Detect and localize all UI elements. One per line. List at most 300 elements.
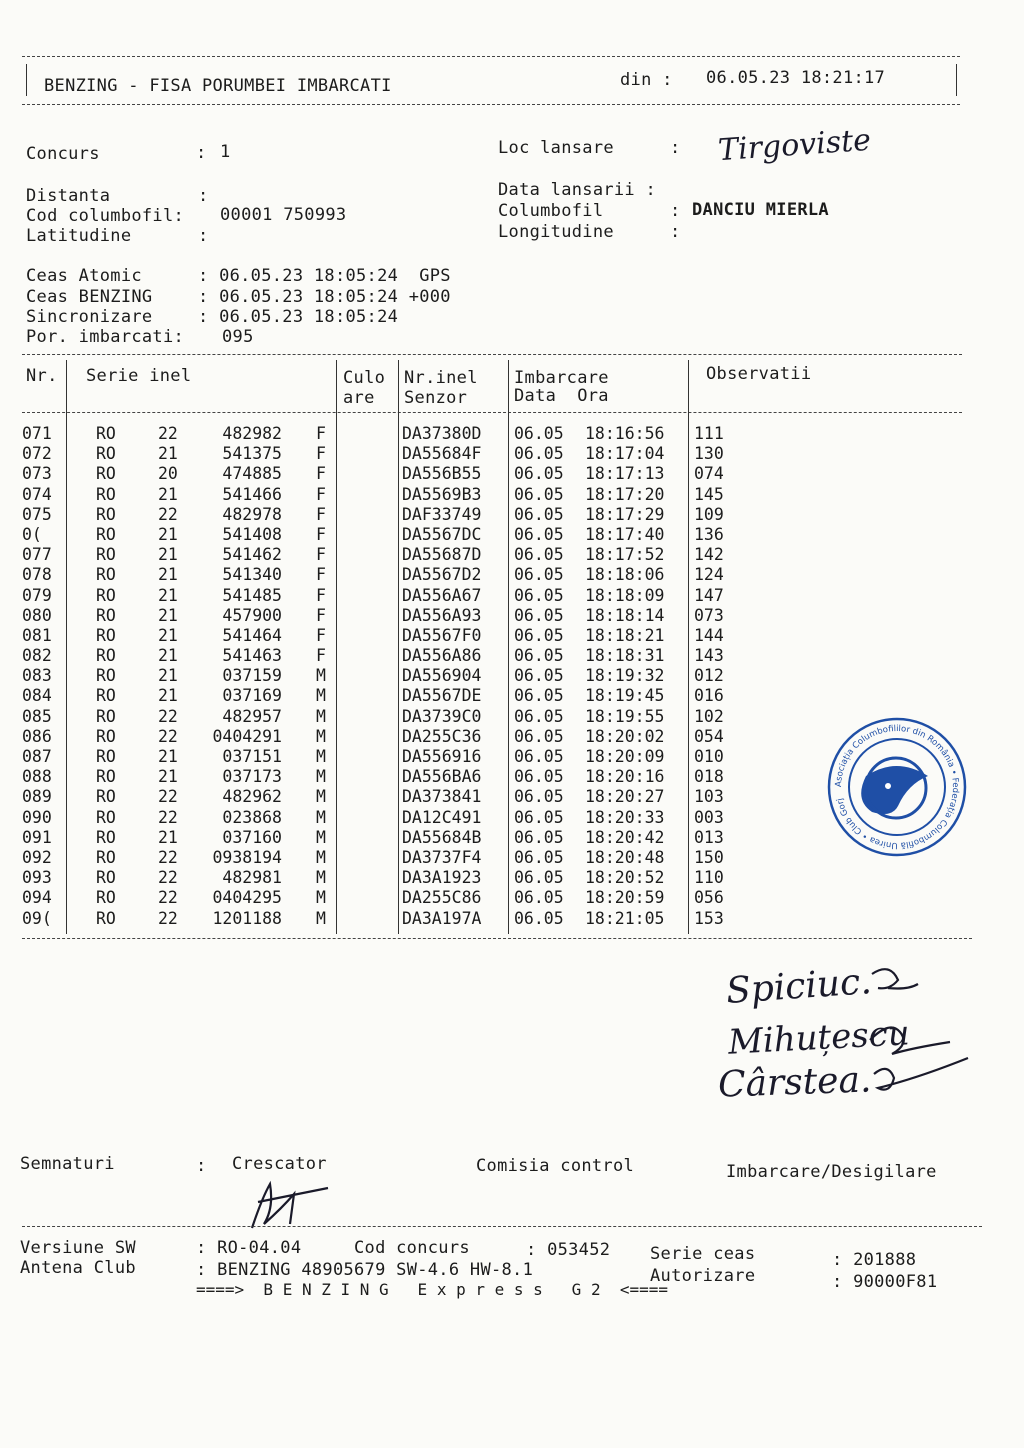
club-stamp — [826, 716, 968, 858]
imbarcare-desigilare-label: Imbarcare/Desigilare — [726, 1162, 937, 1182]
sincronizare-label: Sincronizare — [26, 307, 153, 327]
cell-country: RO — [96, 908, 116, 928]
cell-sex: F — [316, 585, 326, 605]
concurs-label: Concurs — [26, 144, 100, 164]
cell-date: 06.05 — [514, 767, 564, 787]
cell-nr: 078 — [22, 565, 52, 585]
col-header-serie: Serie inel — [86, 366, 192, 386]
cell-date: 06.05 — [514, 868, 564, 888]
cell-date: 06.05 — [514, 444, 564, 464]
cell-date: 06.05 — [514, 888, 564, 908]
cell-nr: 083 — [22, 666, 52, 686]
cell-sex: M — [316, 868, 326, 888]
comisia-control-label: Comisia control — [476, 1156, 635, 1176]
cell-time: 18:20:02 — [585, 726, 665, 746]
cell-nr: 085 — [22, 706, 52, 726]
cell-sex: F — [316, 646, 326, 666]
cell-sex: M — [316, 666, 326, 686]
cell-obs: 150 — [694, 847, 724, 867]
cell-nr: 090 — [22, 807, 52, 827]
cell-country: RO — [96, 847, 116, 867]
cell-country: RO — [96, 706, 116, 726]
cell-time: 18:17:04 — [585, 444, 665, 464]
cell-sex: F — [316, 444, 326, 464]
cell-nr: 072 — [22, 444, 52, 464]
cell-time: 18:17:40 — [585, 524, 665, 544]
cell-nr: 081 — [22, 625, 52, 645]
ceas-atomic-label: Ceas Atomic — [26, 266, 142, 286]
cell-nr: 094 — [22, 888, 52, 908]
cell-number: 541408 — [222, 524, 282, 544]
cell-nr: 071 — [22, 424, 52, 443]
cell-sensor: DA255C36 — [402, 726, 482, 746]
footer-border — [22, 1226, 982, 1227]
cell-year: 21 — [158, 625, 178, 645]
cell-number: 037159 — [222, 666, 282, 686]
cell-nr: 073 — [22, 464, 52, 484]
cell-number: 0938194 — [212, 847, 282, 867]
cell-date: 06.05 — [514, 827, 564, 847]
cell-date: 06.05 — [514, 686, 564, 706]
cell-country: RO — [96, 424, 116, 443]
cell-number: 482978 — [222, 504, 282, 524]
cell-year: 22 — [158, 504, 178, 524]
stamp-ring-text: Asociația Columbofililor din România • Federația Columbofilă Unirea • Club Gorj — [833, 723, 961, 851]
cell-year: 22 — [158, 847, 178, 867]
cell-sensor: DA3A1923 — [402, 868, 482, 888]
autorizare-value: : 90000F81 — [832, 1272, 938, 1292]
table-bottom-border — [22, 938, 972, 939]
cell-nr: 089 — [22, 787, 52, 807]
cell-time: 18:19:45 — [585, 686, 665, 706]
cell-year: 22 — [158, 807, 178, 827]
cell-number: 541462 — [222, 545, 282, 565]
columbofil-value: DANCIU MIERLA — [692, 200, 829, 220]
cell-number: 1201188 — [212, 908, 282, 928]
cell-time: 18:20:16 — [585, 767, 665, 787]
cell-date: 06.05 — [514, 625, 564, 645]
cell-nr: 077 — [22, 545, 52, 565]
cell-date: 06.05 — [514, 504, 564, 524]
cell-time: 18:18:06 — [585, 565, 665, 585]
col-header-senzor: Senzor — [404, 388, 468, 408]
cell-sensor: DA12C491 — [402, 807, 482, 827]
header-right-border — [956, 64, 957, 96]
cell-time: 18:18:09 — [585, 585, 665, 605]
cell-date: 06.05 — [514, 524, 564, 544]
table-row — [22, 646, 742, 666]
cell-date: 06.05 — [514, 585, 564, 605]
cell-sex: M — [316, 767, 326, 787]
cell-time: 18:20:42 — [585, 827, 665, 847]
cell-number: 037151 — [222, 747, 282, 766]
cell-country: RO — [96, 666, 116, 686]
cell-obs: 136 — [694, 524, 724, 544]
cell-year: 21 — [158, 524, 178, 544]
cell-year: 22 — [158, 706, 178, 726]
cell-year: 22 — [158, 787, 178, 807]
cell-sex: M — [316, 807, 326, 827]
cell-date: 06.05 — [514, 545, 564, 565]
cell-number: 457900 — [222, 605, 282, 625]
latitudine-label: Latitudine — [26, 226, 132, 246]
cell-year: 22 — [158, 888, 178, 908]
cell-year: 20 — [158, 464, 178, 484]
cell-number: 541466 — [222, 484, 282, 504]
cell-date: 06.05 — [514, 605, 564, 625]
table-row — [22, 606, 742, 626]
table-row — [22, 707, 742, 727]
cell-time: 18:20:33 — [585, 807, 665, 827]
cell-sensor: DA55687D — [402, 545, 482, 565]
cell-date: 06.05 — [514, 908, 564, 928]
signature-spiciuc: Spiciuc. — [724, 960, 873, 1013]
cell-country: RO — [96, 565, 116, 585]
table-row — [22, 747, 742, 767]
cell-obs: 018 — [694, 767, 724, 787]
autorizare-label: Autorizare — [650, 1266, 756, 1286]
cell-number: 541375 — [222, 444, 282, 464]
cell-country: RO — [96, 545, 116, 565]
cell-nr: 093 — [22, 868, 52, 888]
cell-time: 18:18:21 — [585, 625, 665, 645]
cell-sex: M — [316, 726, 326, 746]
cell-sex: F — [316, 524, 326, 544]
cell-sensor: DA556904 — [402, 666, 482, 686]
cell-sensor: DA55684B — [402, 827, 482, 847]
benzing-express-brand: ====> B E N Z I N G E x p r e s s G 2 <==== — [196, 1280, 669, 1299]
cell-sex: F — [316, 484, 326, 504]
cell-sex: M — [316, 686, 326, 706]
table-row — [22, 848, 742, 868]
cell-number: 541463 — [222, 646, 282, 666]
cell-obs: 147 — [694, 585, 724, 605]
cell-obs: 142 — [694, 545, 724, 565]
loc-lansare-sep: : — [670, 138, 681, 158]
table-row — [22, 464, 742, 484]
header-left-border — [26, 64, 27, 96]
header-top-border — [22, 56, 960, 57]
concurs-value: 1 — [220, 142, 231, 162]
cell-sex: M — [316, 706, 326, 726]
cell-country: RO — [96, 686, 116, 706]
porumbei-imbarcati-label: Por. imbarcati: — [26, 327, 185, 347]
cell-date: 06.05 — [514, 666, 564, 686]
distanta-sep: : — [198, 186, 209, 206]
cell-nr: 075 — [22, 504, 52, 524]
cell-nr: 088 — [22, 767, 52, 787]
cell-sensor: DA556A67 — [402, 585, 482, 605]
din-value: 06.05.23 18:21:17 — [706, 68, 886, 88]
cell-sex: M — [316, 747, 326, 766]
longitudine-sep: : — [670, 222, 681, 242]
cod-columbofil-label: Cod columbofil: — [26, 206, 185, 226]
col-header-observatii: Observatii — [706, 364, 812, 384]
cell-country: RO — [96, 747, 116, 766]
cell-date: 06.05 — [514, 787, 564, 807]
table-row — [22, 626, 742, 646]
cell-time: 18:18:31 — [585, 646, 665, 666]
cell-obs: 103 — [694, 787, 724, 807]
cell-obs: 124 — [694, 565, 724, 585]
serie-ceas-value: : 201888 — [832, 1250, 917, 1270]
pigeon-table-body — [22, 424, 742, 929]
cell-number: 023868 — [222, 807, 282, 827]
cell-time: 18:17:20 — [585, 484, 665, 504]
cell-country: RO — [96, 464, 116, 484]
cod-concurs-label: Cod concurs — [354, 1238, 470, 1258]
cell-sex: M — [316, 847, 326, 867]
cell-sex: F — [316, 504, 326, 524]
cell-sex: F — [316, 605, 326, 625]
cell-sex: F — [316, 625, 326, 645]
cell-sex: F — [316, 424, 326, 443]
cell-sex: M — [316, 827, 326, 847]
cell-sex: F — [316, 565, 326, 585]
cell-year: 21 — [158, 585, 178, 605]
porumbei-imbarcati-value: 095 — [222, 327, 254, 347]
cell-country: RO — [96, 484, 116, 504]
semnaturi-label: Semnaturi — [20, 1154, 115, 1174]
cell-nr: 09( — [22, 908, 52, 928]
cell-time: 18:20:59 — [585, 888, 665, 908]
distanta-label: Distanta — [26, 186, 111, 206]
latitudine-sep: : — [198, 226, 209, 246]
cell-time: 18:18:14 — [585, 605, 665, 625]
table-row — [22, 828, 742, 848]
cell-sensor: DA556A93 — [402, 605, 482, 625]
cell-obs: 143 — [694, 646, 724, 666]
cell-nr: 074 — [22, 484, 52, 504]
cell-time: 18:20:48 — [585, 847, 665, 867]
antena-club-value: : BENZING 48905679 SW-4.6 HW-8.1 — [196, 1260, 534, 1280]
table-row — [22, 666, 742, 686]
columbofil-label: Columbofil — [498, 201, 604, 221]
cell-sensor: DA5567D2 — [402, 565, 482, 585]
table-row — [22, 787, 742, 807]
cell-sensor: DA5567DE — [402, 686, 482, 706]
table-row — [22, 808, 742, 828]
versiune-sw-value: : RO-04.04 — [196, 1238, 302, 1258]
cell-date: 06.05 — [514, 484, 564, 504]
col-header-culo: Culo — [343, 368, 386, 388]
cell-time: 18:21:05 — [585, 908, 665, 928]
cell-obs: 145 — [694, 484, 724, 504]
antena-club-label: Antena Club — [20, 1258, 136, 1278]
cell-sensor: DA3737F4 — [402, 847, 482, 867]
cell-sex: F — [316, 545, 326, 565]
stamp-emblem-eye — [885, 783, 891, 789]
cell-date: 06.05 — [514, 464, 564, 484]
cell-date: 06.05 — [514, 424, 564, 443]
cell-number: 0404295 — [212, 888, 282, 908]
table-row — [22, 424, 742, 444]
table-row — [22, 888, 742, 908]
loc-lansare-label: Loc lansare — [498, 138, 614, 158]
cell-year: 21 — [158, 747, 178, 766]
ceas-benzing-label: Ceas BENZING — [26, 287, 153, 307]
versiune-sw-label: Versiune SW — [20, 1238, 136, 1258]
cell-country: RO — [96, 807, 116, 827]
cell-obs: 102 — [694, 706, 724, 726]
cell-year: 21 — [158, 646, 178, 666]
cell-number: 037169 — [222, 686, 282, 706]
cell-nr: 080 — [22, 605, 52, 625]
cell-country: RO — [96, 787, 116, 807]
concurs-sep: : — [196, 143, 207, 163]
table-row — [22, 586, 742, 606]
cell-country: RO — [96, 625, 116, 645]
cell-year: 21 — [158, 686, 178, 706]
cell-sensor: DA37380D — [402, 424, 482, 443]
cell-number: 037160 — [222, 827, 282, 847]
cell-nr: 0( — [22, 524, 42, 544]
cell-country: RO — [96, 646, 116, 666]
table-top-border — [22, 354, 962, 355]
cell-number: 482962 — [222, 787, 282, 807]
cell-obs: 130 — [694, 444, 724, 464]
signature-scribbles — [860, 960, 980, 1120]
cell-sensor: DA5567F0 — [402, 625, 482, 645]
table-row — [22, 505, 742, 525]
cell-time: 18:20:27 — [585, 787, 665, 807]
cell-sensor: DA556A86 — [402, 646, 482, 666]
longitudine-label: Longitudine — [498, 222, 614, 242]
cell-date: 06.05 — [514, 646, 564, 666]
cell-nr: 084 — [22, 686, 52, 706]
table-row — [22, 485, 742, 505]
cell-obs: 074 — [694, 464, 724, 484]
table-row — [22, 545, 742, 565]
cell-number: 474885 — [222, 464, 282, 484]
din-label: din : — [620, 70, 673, 90]
cell-time: 18:19:32 — [585, 666, 665, 686]
cell-obs: 056 — [694, 888, 724, 908]
cell-date: 06.05 — [514, 726, 564, 746]
cell-obs: 013 — [694, 827, 724, 847]
table-row — [22, 565, 742, 585]
table-row — [22, 909, 742, 929]
cell-date: 06.05 — [514, 565, 564, 585]
cell-nr: 079 — [22, 585, 52, 605]
table-row — [22, 525, 742, 545]
col-header-nrinel: Nr.inel — [404, 368, 478, 388]
cell-sex: M — [316, 908, 326, 928]
serie-ceas-label: Serie ceas — [650, 1244, 756, 1264]
cell-time: 18:20:52 — [585, 868, 665, 888]
cell-time: 18:17:29 — [585, 504, 665, 524]
table-header-border — [22, 412, 962, 413]
cell-year: 22 — [158, 424, 178, 443]
cell-country: RO — [96, 504, 116, 524]
cell-country: RO — [96, 767, 116, 787]
cell-date: 06.05 — [514, 807, 564, 827]
cell-country: RO — [96, 524, 116, 544]
cell-obs: 054 — [694, 726, 724, 746]
cell-country: RO — [96, 827, 116, 847]
cell-obs: 003 — [694, 807, 724, 827]
semnaturi-sep: : — [196, 1156, 207, 1176]
cod-columbofil-value: 00001 750993 — [220, 205, 347, 225]
cell-sensor: DA556916 — [402, 747, 482, 766]
cell-nr: 091 — [22, 827, 52, 847]
cell-number: 482981 — [222, 868, 282, 888]
cell-year: 21 — [158, 767, 178, 787]
cell-year: 22 — [158, 908, 178, 928]
cell-sensor: DA5569B3 — [402, 484, 482, 504]
cell-obs: 073 — [694, 605, 724, 625]
cell-year: 21 — [158, 444, 178, 464]
cell-date: 06.05 — [514, 706, 564, 726]
cell-number: 037173 — [222, 767, 282, 787]
page-title: BENZING - FISA PORUMBEI IMBARCATI — [44, 76, 392, 96]
cell-sensor: DA255C86 — [402, 888, 482, 908]
table-row — [22, 767, 742, 787]
cell-year: 22 — [158, 726, 178, 746]
cell-sensor: DA556B55 — [402, 464, 482, 484]
cod-concurs-value: : 053452 — [526, 1240, 611, 1260]
cell-obs: 012 — [694, 666, 724, 686]
cell-obs: 144 — [694, 625, 724, 645]
cell-sensor: DA5567DC — [402, 524, 482, 544]
signature-mihutescu: Mihuțescu — [727, 1013, 911, 1063]
cell-sensor: DAF33749 — [402, 504, 482, 524]
table-row — [22, 444, 742, 464]
ceas-atomic-value: : 06.05.23 18:05:24 GPS — [198, 266, 451, 286]
cell-country: RO — [96, 888, 116, 908]
cell-time: 18:17:52 — [585, 545, 665, 565]
cell-country: RO — [96, 868, 116, 888]
col-header-imbarcare: Imbarcare — [514, 368, 609, 388]
cell-number: 482957 — [222, 706, 282, 726]
sincronizare-value: : 06.05.23 18:05:24 — [198, 307, 399, 327]
cell-year: 21 — [158, 545, 178, 565]
cell-number: 0404291 — [212, 726, 282, 746]
cell-country: RO — [96, 726, 116, 746]
cell-country: RO — [96, 605, 116, 625]
cell-number: 482982 — [222, 424, 282, 443]
cell-nr: 082 — [22, 646, 52, 666]
cell-sensor: DA3A197A — [402, 908, 482, 928]
table-row — [22, 727, 742, 747]
cell-time: 18:17:13 — [585, 464, 665, 484]
cell-year: 21 — [158, 605, 178, 625]
data-lansarii-label: Data lansarii : — [498, 180, 657, 200]
cell-year: 21 — [158, 484, 178, 504]
cell-date: 06.05 — [514, 847, 564, 867]
cell-nr: 092 — [22, 847, 52, 867]
cell-sex: F — [316, 464, 326, 484]
cell-sex: M — [316, 888, 326, 908]
cell-year: 21 — [158, 565, 178, 585]
header-bottom-border — [22, 104, 960, 105]
table-row — [22, 686, 742, 706]
ceas-benzing-value: : 06.05.23 18:05:24 +000 — [198, 287, 451, 307]
cell-obs: 109 — [694, 504, 724, 524]
cell-number: 541340 — [222, 565, 282, 585]
cell-obs: 110 — [694, 868, 724, 888]
col-header-nr: Nr. — [26, 366, 58, 386]
cell-sensor: DA556BA6 — [402, 767, 482, 787]
signature-carstea: Cârstea. — [717, 1059, 873, 1106]
table-row — [22, 868, 742, 888]
cell-sensor: DA55684F — [402, 444, 482, 464]
cell-country: RO — [96, 585, 116, 605]
cell-number: 541485 — [222, 585, 282, 605]
crescator-label: Crescator — [232, 1154, 327, 1174]
cell-sensor: DA3739C0 — [402, 706, 482, 726]
cell-sex: M — [316, 787, 326, 807]
